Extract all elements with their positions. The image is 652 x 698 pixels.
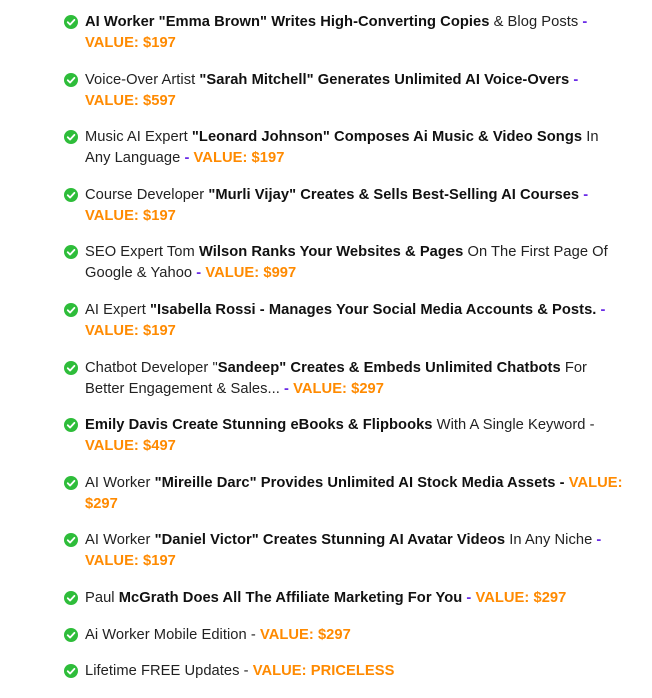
list-item [64,588,624,609]
list-item [64,530,624,572]
text-segment: In Any Language [85,129,599,167]
list-item [64,70,624,112]
text-segment: Chatbot Developer " [85,359,218,376]
text-segment: SEO Expert Tom [85,244,199,261]
highlight-text: "Daniel Victor" Creates Stunning AI Avatar Videos [154,532,506,549]
value-label: VALUE: $297 [293,380,384,397]
check-circle-icon [64,73,78,87]
value-label: VALUE: $197 [85,207,176,224]
text-segment: Voice-Over Artist [85,71,200,88]
value-label: VALUE: $597 [85,92,176,109]
text-segment: AI Worker [85,474,155,491]
check-circle-icon [64,245,78,259]
list-item [64,473,624,515]
check-circle-icon [64,591,78,605]
check-circle-icon [64,628,78,642]
list-item [64,242,624,284]
item-text [85,242,624,284]
separator-dash: - [573,71,579,88]
value-label: VALUE: $197 [193,150,285,167]
text-segment: For Better Engagement & Sales... [85,359,587,397]
highlight-text: "Leonard Johnson" Composes Ai Music & Video Songs [191,129,583,146]
check-circle-icon [64,533,78,547]
highlight-text: Wilson Ranks Your Websites & Pages [198,244,464,261]
check-circle-icon [64,15,78,29]
text-segment: Paul [85,589,119,606]
text-segment: AI Expert [85,301,150,318]
highlight-text: Sandeep" Creates & Embeds Unlimited Chatbots [217,359,561,376]
value-label: VALUE: $297 [85,474,623,512]
item-text [85,415,624,457]
separator-dash: - [184,150,194,167]
highlight-text: "Sarah Mitchell" Generates Unlimited AI Voice-Overs [199,71,574,88]
text-segment: Course Developer [85,186,209,203]
separator-dash: - [583,186,589,203]
check-circle-icon [64,664,78,678]
item-text [85,185,624,227]
text-segment: Lifetime FREE Updates - [85,663,253,680]
item-text [85,588,566,609]
highlight-text: McGrath Does All The Affiliate Marketing For You [118,589,463,606]
item-text [85,661,394,682]
value-label: VALUE: $297 [259,626,351,643]
value-label: VALUE: $497 [85,438,176,455]
list-item [64,415,624,457]
item-text [85,12,624,54]
highlight-text: Emily Davis Create Stunning eBooks & Flipbooks [85,417,433,434]
text-segment: & Blog Posts [489,14,583,30]
bonus-list [64,12,624,698]
value-label: VALUE: $297 [475,589,567,606]
separator-dash: - [196,265,206,282]
check-circle-icon [64,418,78,432]
item-text [85,625,351,646]
separator-dash: - [596,532,602,549]
value-label: VALUE: $197 [85,35,176,51]
highlight-text: "Isabella Rossi - Manages Your Social Media Accounts & Posts. [150,301,597,318]
item-text [85,358,624,400]
text-segment: On The First Page Of Google & Yahoo [85,244,608,282]
list-item [64,12,624,54]
check-circle-icon [64,130,78,144]
check-circle-icon [64,188,78,202]
highlight-text: AI Worker "Emma Brown" Writes High-Converting Copies [85,14,490,30]
list-item [64,358,624,400]
list-item [64,185,624,227]
list-item [64,300,624,342]
list-item [64,127,624,169]
item-text [85,530,624,572]
highlight-text: "Mireille Darc" Provides Unlimited AI Stock Media Assets - [154,474,569,491]
value-label: VALUE: $197 [85,553,176,570]
list-item [64,625,624,646]
separator-dash: - [284,380,294,397]
item-text [85,127,624,169]
text-segment: Ai Worker Mobile Edition - [85,626,260,643]
value-label: VALUE: PRICELESS [252,663,395,680]
separator-dash: - [582,14,588,30]
value-label: VALUE: $197 [85,322,176,339]
check-circle-icon [64,476,78,490]
text-segment: Music AI Expert [85,129,192,146]
text-segment: In Any Niche [505,532,597,549]
value-label: VALUE: $997 [205,265,297,282]
highlight-text: "Murli Vijay" Creates & Sells Best-Selling AI Courses [208,186,584,203]
separator-dash: - [462,589,476,606]
item-text [85,70,624,112]
item-text [85,473,624,515]
check-circle-icon [64,361,78,375]
text-segment: AI Worker [85,532,155,549]
separator-dash: - [596,301,606,318]
list-item [64,661,624,682]
item-text [85,300,624,342]
check-circle-icon [64,303,78,317]
text-segment: With A Single Keyword - [432,417,595,434]
